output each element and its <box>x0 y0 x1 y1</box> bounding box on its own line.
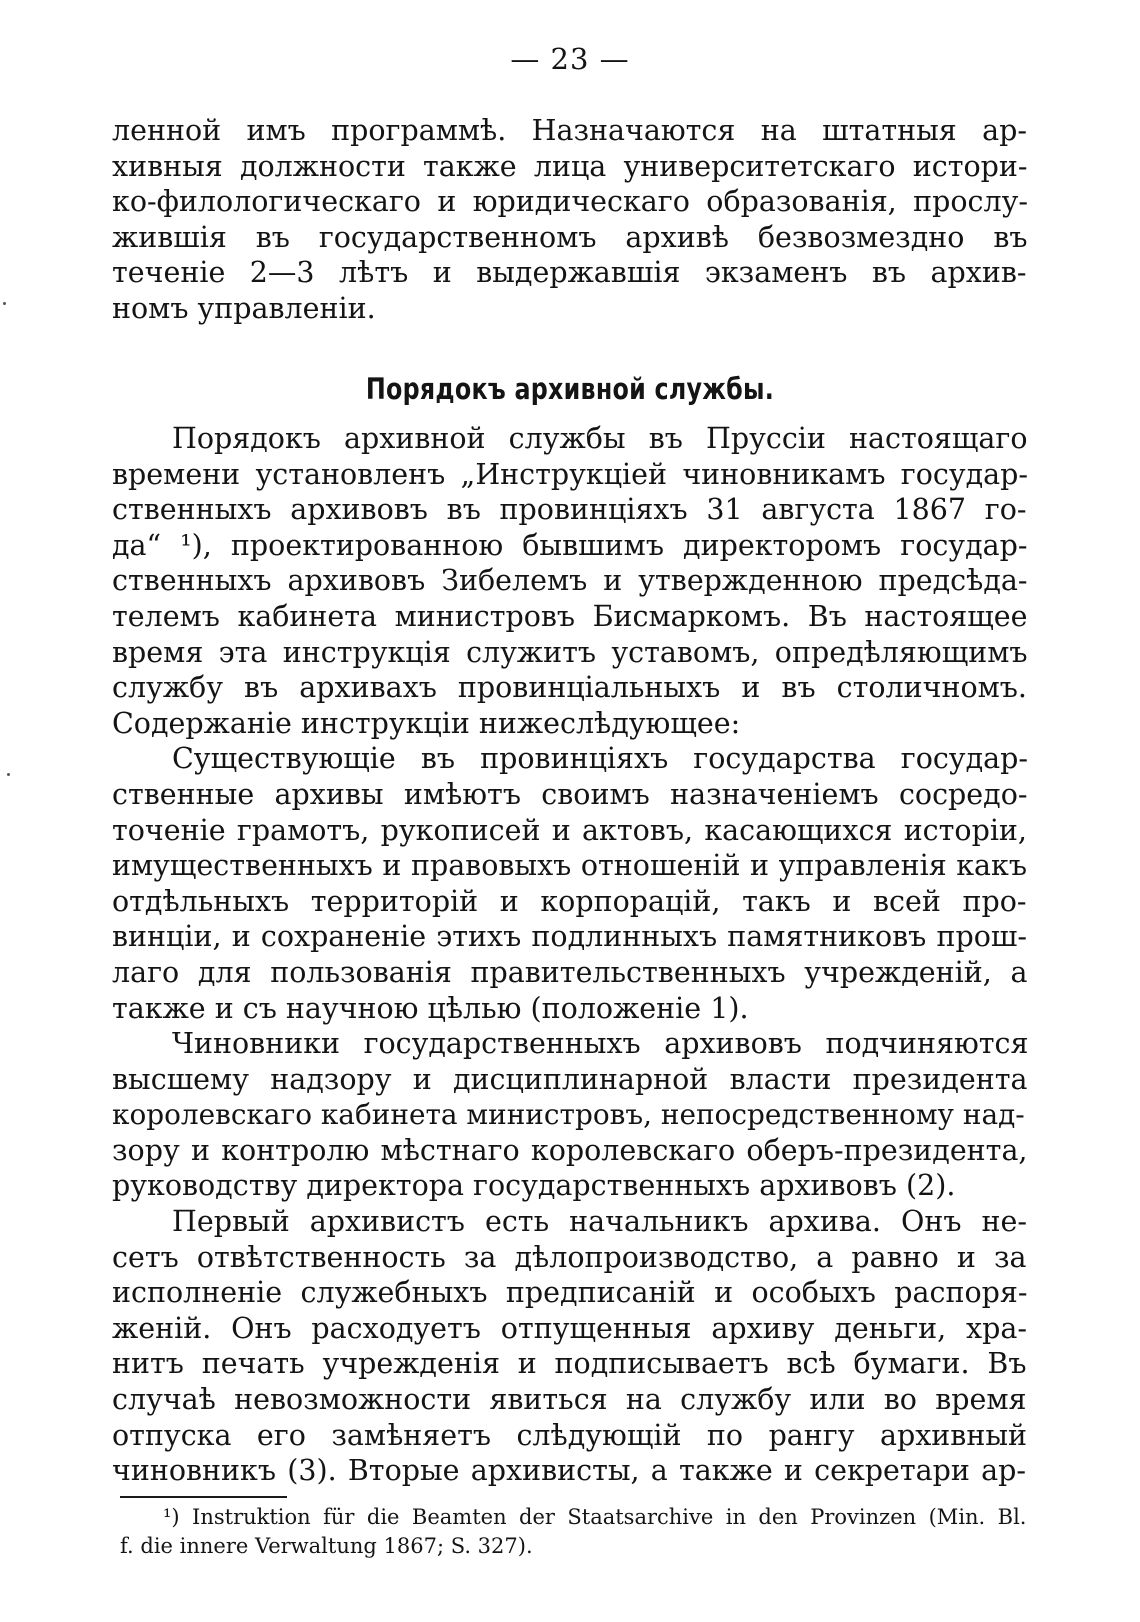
text-line: жившія въ государственномъ архивѣ безвозмездно въ <box>112 220 1028 254</box>
text-line: номъ управленіи. <box>112 291 376 325</box>
text-line: время эта инструкція служитъ уставомъ, опредѣляющимъ <box>112 635 1028 669</box>
text-line: сетъ отвѣтственность за дѣлопроизводство, а равно и за <box>112 1240 1027 1274</box>
text-line: отпуска его замѣняетъ слѣдующій по рангу архивный <box>112 1418 1027 1452</box>
text-line: Чиновники государственныхъ архивовъ подчиняются <box>172 1027 1029 1061</box>
footnote-line: f. die innere Verwaltung 1867; S. 327). <box>120 1534 533 1558</box>
text-line: руководству директора государственныхъ архивовъ (2). <box>112 1169 956 1203</box>
text-line: хивныя должности также лица университетскаго истори- <box>112 149 1028 183</box>
footnote-divider <box>120 1496 287 1498</box>
text-line: высшему надзору и дисциплинарной власти президента <box>112 1062 1028 1096</box>
text-line: точеніе грамотъ, рукописей и актовъ, касающихся исторіи, <box>112 813 1027 847</box>
section-heading: Порядокъ архивной службы. <box>365 372 775 406</box>
paragraph-block-1 <box>112 113 1030 327</box>
text-line: телемъ кабинета министровъ Бисмаркомъ. Въ настоящее <box>112 599 1028 633</box>
footnote-line: ¹) Instruktion für die Beamten der Staatsarchive in den Provinzen (Min. Bl. <box>163 1505 1027 1529</box>
paragraph-block-2 <box>112 421 1030 1489</box>
text-line: отдѣльныхъ территорій и корпорацій, такъ и всей про- <box>112 884 1027 918</box>
text-line: лаго для пользованія правительственныхъ учрежденій, а <box>112 955 1028 989</box>
text-line: ственныхъ архивовъ Зибелемъ и утвержденною предсѣда- <box>112 564 1028 598</box>
text-line: случаѣ невозможности явиться на службу или во время <box>112 1383 1027 1417</box>
footnote <box>120 1503 1032 1561</box>
text-line: чиновникъ (3). Вторые архивисты, а также и секретари ар- <box>112 1454 1026 1488</box>
text-line: да“ ¹), проектированною бывшимъ директоромъ государ- <box>112 528 1028 562</box>
scan-speck <box>7 773 10 776</box>
page-number: — 23 — <box>510 42 630 76</box>
text-line: нитъ печать учрежденія и подписываетъ всѣ бумаги. Въ <box>112 1347 1027 1381</box>
text-line: ленной имъ программѣ. Назначаются на штатныя ар- <box>112 114 1027 147</box>
text-line: имущественныхъ и правовыхъ отношеній и управленія какъ <box>112 849 1027 883</box>
text-line: ственные архивы имѣютъ своимъ назначеніемъ сосредо- <box>112 777 1028 811</box>
text-line: теченіе 2—3 лѣтъ и выдержавшія экзаменъ въ архив- <box>112 256 1027 290</box>
text-line: ственныхъ архивовъ въ провинціяхъ 31 августа 1867 го- <box>112 493 1027 527</box>
text-line: Первый архивистъ есть начальникъ архива. Онъ не- <box>172 1205 1027 1239</box>
scan-speck <box>3 302 6 305</box>
text-line: исполненіе служебныхъ предписаній и особыхъ распоря- <box>112 1276 1028 1310</box>
text-line: также и съ научною цѣлью (положеніе 1). <box>112 991 749 1025</box>
text-line: зору и контролю мѣстнаго королевскаго оберъ-президента, <box>112 1133 1028 1167</box>
text-line: винціи, и сохраненіе этихъ подлинныхъ памятниковъ прош- <box>112 920 1027 954</box>
text-line: Содержаніе инструкціи нижеслѣдующее: <box>112 706 741 740</box>
text-line: ко-филологическаго и юридическаго образованія, прослу- <box>112 185 1028 219</box>
text-line: времени установленъ „Инструкціей чиновникамъ государ- <box>112 457 1028 491</box>
text-line: королевскаго кабинета министровъ, непосредственному над- <box>112 1098 1025 1132</box>
text-line: женій. Онъ расходуетъ отпущенныя архиву деньги, хра- <box>112 1311 1027 1345</box>
text-line: службу въ архивахъ провинціальныхъ и въ столичномъ. <box>112 671 1027 705</box>
text-line: Существующіе въ провинціяхъ государства государ- <box>172 742 1028 776</box>
text-line: Порядокъ архивной службы въ Пруссіи настоящаго <box>172 422 1028 455</box>
